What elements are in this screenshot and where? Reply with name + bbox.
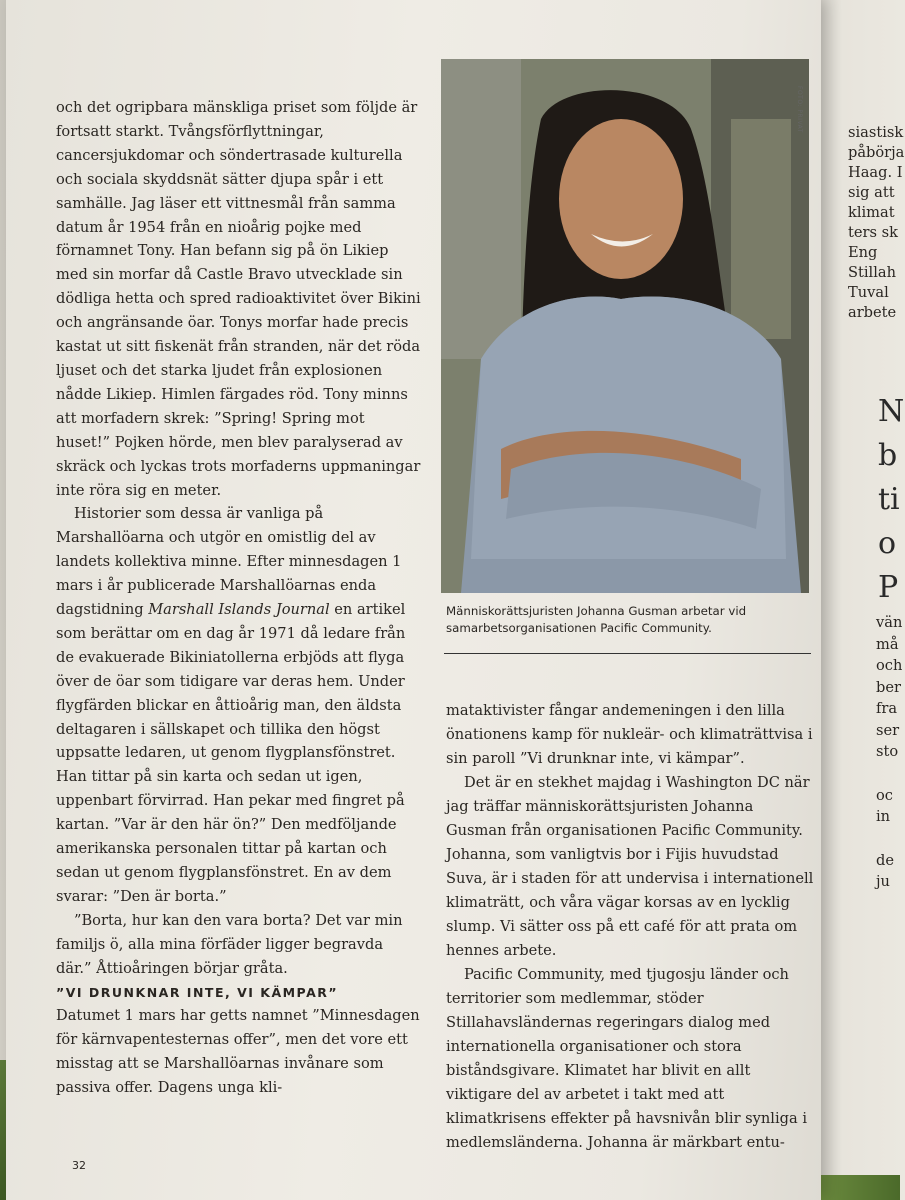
paragraph: Det är en stekhet majdag i Washington DC när jag träffar människorättsjuristen Johanna Gusman från organisationen Pacific Community. Johanna, som vanligtvis bor i Fijis huvudstad Suva, är i staden för att undervisa i internationell klimaträtt, och våra vägar korsas av en lycklig slump. Vi sätter oss på ett café för att prata om hennes arbete.: [446, 774, 814, 959]
paragraph: mataktivister fångar andemeningen i den lilla önationens kamp för nukleär- och klimaträttvisa i sin paroll ”Vi drunknar inte, vi kämpar”.: [446, 702, 813, 767]
photo-credit: FOTO: PRIVAT: [796, 86, 803, 133]
next-page-text: siastisk påbörja Haag. I sig att klimat ters sk Eng Stillah Tuval arbete: [848, 124, 905, 321]
paragraph: Pacific Community, med tjugosju länder och territorier som medlemmar, stöder Stillahavsländernas regeringars dialog med internationella organisationer och stora biståndsgivare. Klimatet har blivit en allt viktigare del av arbetet i takt med att klimatkrisens effekter på havsnivån blir synliga i medlemsländerna. Johanna är märkbart entu-: [446, 966, 807, 1151]
caption-rule: [444, 653, 811, 654]
right-column: [446, 699, 816, 1155]
background-grass: [820, 1175, 900, 1200]
paragraph: ”Borta, hur kan den vara borta? Det var min familjs ö, alla mina förfäder ligger begravda där.” Åttioåringen börjar gråta.: [56, 911, 403, 977]
left-column: [56, 96, 421, 1100]
publication-title: Marshall Islands Journal: [148, 601, 330, 619]
next-page-pullquote: N b ti o P: [878, 394, 905, 605]
paragraph: Datumet 1 mars har getts namnet ”Minnesdagen för kärnvapentesternas offer”, men det vore ett misstag att se Marshallöarnas invånare som passiva offer. Dagens unga kli-: [56, 1007, 420, 1097]
portrait-illustration: [441, 59, 809, 593]
page-number: 32: [72, 1159, 86, 1172]
photo-caption: Människorättsjuristen Johanna Gusman arbetar vid samarbetsorganisationen Pacific Community.: [446, 604, 747, 635]
portrait-photo: [441, 59, 809, 593]
paragraph: och det ogripbara mänskliga priset som följde är fortsatt starkt. Tvångsförflyttningar, cancersjukdomar och söndertrasade kulturella och sociala skyddsnät sätter djupa spår i ett samhälle. Jag läser ett vittnesmål från samma datum år 1954 från en nioårig pojke med förnamnet Tony. Han befann sig på ön Likiep med sin morfar då Castle Bravo utvecklade sin dödliga hetta och spred radioaktivitet över Bikini och angränsande öar. Tonys morfar hade precis kastat ut sitt fiskenät från stranden, när det röda ljuset och det starka ljudet från explosionen nådde Likiep. Himlen färgades röd. Tony minns att morfadern skrek: ”Spring! Spring mot huset!” Pojken hörde, men blev paralyserad av skräck och lyckas trots morfaderns uppmaningar inte röra sig en meter.: [56, 99, 421, 499]
next-page-text: vän må och ber fra ser sto oc in de ju: [876, 614, 903, 890]
section-heading: ”VI DRUNKNAR INTE, VI KÄMPAR”: [56, 984, 339, 1000]
paragraph: Historier som dessa är vanliga på Marshallöarna och utgör en omistlig del av landets kollektiva minne. Efter minnesdagen 1 mars i år publicerade Marshallöarnas enda dagstidning Marshall Islands Journal en artikel som berättar om en dag år 1971 då ledare från de evakuerade Bikiniatollerna erbjöds att flyga över de öar som tidigare var deras hem. Under flygfärden blickar en åttioårig man, den äldsta deltagaren i sällskapet och tillika den högst uppsatte ledaren, ut genom flygplansfönstret. Han tittar på sin karta och sedan ut igen, uppenbart förvirrad. Han pekar med fingret på kartan. ”Var är den här ön?” Den medföljande amerikanska personalen tittar på kartan och sedan ut genom flygplansfönstret. En av dem svarar: ”Den är borta.”: [56, 505, 406, 905]
